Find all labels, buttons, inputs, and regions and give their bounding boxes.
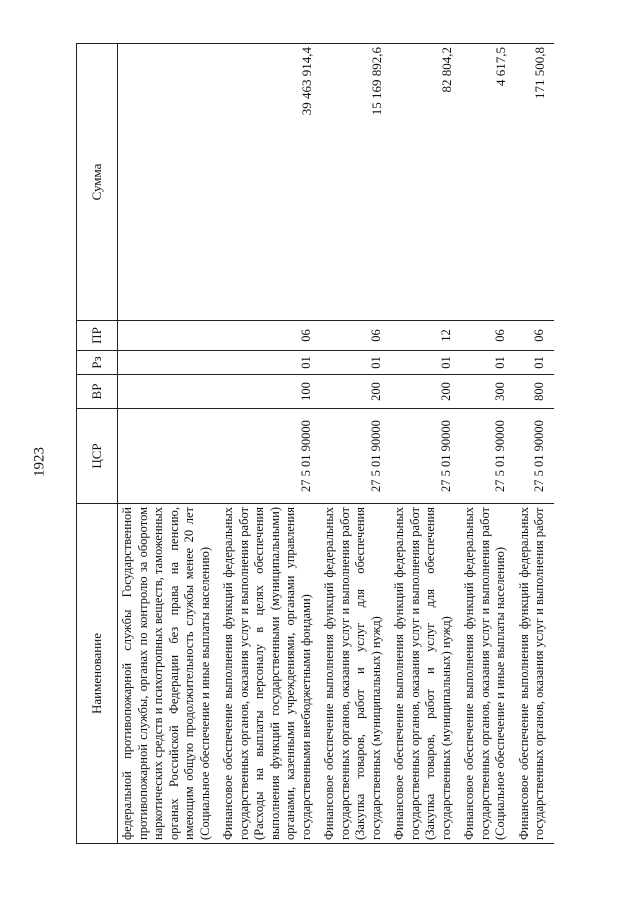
header-vr: ВР <box>77 375 118 409</box>
table-header-row <box>77 44 118 844</box>
row-name: федеральной противопожарной службы Государственной противопожарной службы, органах по контролю за оборотом наркотических средств и психотропных веществ, таможенных органах Российской Федерации без права на пенсию, имеющим общую продолжительность службы менее 20 лет (Социальное обеспечение и иные выплаты населению) <box>118 504 220 844</box>
table-row <box>320 44 390 844</box>
row-csr: 27 5 01 90000 <box>320 409 390 504</box>
row-rz: 01 <box>320 351 390 375</box>
row-csr: 27 5 01 90000 <box>515 409 554 504</box>
row-pr: 06 <box>460 321 515 351</box>
row-sum <box>118 44 220 321</box>
header-pr: ПР <box>77 321 118 351</box>
row-sum: 82 804,2 <box>390 44 460 321</box>
row-name: Финансовое обеспечение выполнения функций федеральных государственных органов, оказания услуг и выполнения работ (Расходы на выплаты персоналу в целях обеспечения выполнения функций государственными (муниципальными) органами, казенными учреждениями, органами управления государственными внебюджетными фондами) <box>219 504 320 844</box>
row-name: Финансовое обеспечение выполнения функций федеральных государственных органов, оказания услуг и выполнения работ (Закупка товаров, работ и услуг для обеспечения государственных (муниципальных) нужд) <box>390 504 460 844</box>
header-sum: Сумма <box>77 44 118 321</box>
row-csr: 27 5 01 90000 <box>460 409 515 504</box>
row-vr: 200 <box>390 375 460 409</box>
header-csr: ЦСР <box>77 409 118 504</box>
row-pr: 06 <box>219 321 320 351</box>
row-sum: 171 500,8 <box>515 44 554 321</box>
row-pr <box>118 321 220 351</box>
row-name: Финансовое обеспечение выполнения функций федеральных государственных органов, оказания услуг и выполнения работ <box>515 504 554 844</box>
header-name: Наименование <box>77 504 118 844</box>
row-pr: 12 <box>390 321 460 351</box>
rotated-page-content <box>76 44 616 844</box>
budget-table <box>76 43 554 844</box>
row-name: Финансовое обеспечение выполнения функций федеральных государственных органов, оказания услуг и выполнения работ (Социальное обеспечение и иные выплаты населению) <box>460 504 515 844</box>
row-pr: 06 <box>320 321 390 351</box>
table-row <box>390 44 460 844</box>
row-vr: 300 <box>460 375 515 409</box>
row-vr: 200 <box>320 375 390 409</box>
row-sum: 4 617,5 <box>460 44 515 321</box>
row-rz <box>118 351 220 375</box>
row-rz: 01 <box>390 351 460 375</box>
row-vr: 800 <box>515 375 554 409</box>
row-vr <box>118 375 220 409</box>
table-row <box>118 44 220 844</box>
table-row <box>515 44 554 844</box>
table-row <box>219 44 320 844</box>
row-rz: 01 <box>460 351 515 375</box>
header-rz: Рз <box>77 351 118 375</box>
row-rz: 01 <box>219 351 320 375</box>
row-sum: 15 169 892,6 <box>320 44 390 321</box>
table-row <box>460 44 515 844</box>
row-csr: 27 5 01 90000 <box>219 409 320 504</box>
row-vr: 100 <box>219 375 320 409</box>
row-rz: 01 <box>515 351 554 375</box>
row-sum: 39 463 914,4 <box>219 44 320 321</box>
row-csr: 27 5 01 90000 <box>390 409 460 504</box>
row-csr <box>118 409 220 504</box>
page-number: 1923 <box>31 447 48 477</box>
row-pr: 06 <box>515 321 554 351</box>
row-name: Финансовое обеспечение выполнения функций федеральных государственных органов, оказания услуг и выполнения работ (Закупка товаров, работ и услуг для обеспечения государственных (муниципальных) нужд) <box>320 504 390 844</box>
